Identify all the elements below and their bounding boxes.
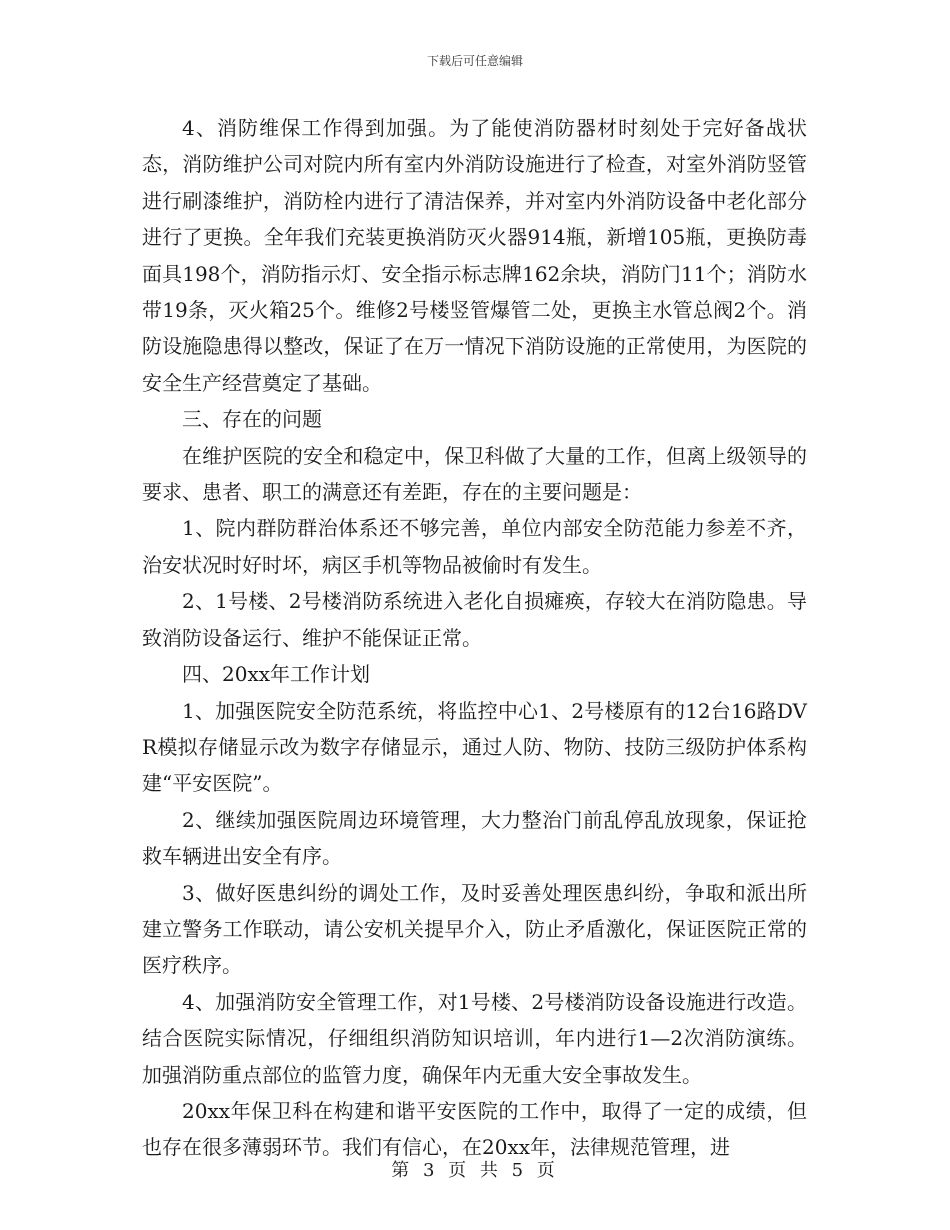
paragraph-plan-3: 3、做好医患纠纷的调处工作，及时妥善处理医患纠纷，争取和派出所建立警务工作联动，请公安机关提早介入，防止矛盾激化，保证医院正常的医疗秩序。 — [142, 880, 807, 978]
paragraph-plan-2: 2、继续加强医院周边环境管理，大力整治门前乱停乱放现象，保证抢救车辆进出安全有序。 — [142, 807, 807, 869]
paragraph-plan-4: 4、加强消防安全管理工作，对1号楼、2号楼消防设备设施进行改造。结合医院实际情况，仔细组织消防知识培训，年内进行1—2次消防演练。加强消防重点部位的监管力度，确保年内无重大安全事故发生。 — [142, 989, 807, 1087]
page-header: 下载后可任意编辑 — [426, 54, 523, 68]
paragraph-plan-1: 1、加强医院安全防范系统，将监控中心1、2号楼原有的12台16路DVR模拟存储显示改为数字存储显示，通过人防、物防、技防三级防护体系构建“平安医院”。 — [142, 698, 807, 796]
document-body — [142, 110, 807, 1166]
page-number: 第 3 页 共 5 页 — [391, 1160, 559, 1181]
paragraph-problem-1: 1、院内群防群治体系还不够完善，单位内部安全防范能力参差不齐，治安状况时好时坏，病区手机等物品被偷时有发生。 — [142, 516, 807, 577]
paragraph-fire-maintenance: 4、消防维保工作得到加强。为了能使消防器材时刻处于完好备战状态，消防维护公司对院内所有室内外消防设施进行了检查，对室外消防竖管进行刷漆维护，消防栓内进行了清洁保养，并对室内外消防设备中老化部分进行了更换。全年我们充装更换消防灭火器914瓶，新增105瓶，更换防毒面具198个，消防指示灯、安全指示标志牌162余块，消防门11个；消防水带19条，灭火箱25个。维修2号楼竖管爆管二处，更换主水管总阀2个。消防设施隐患得以整改，保证了在万一情况下消防设施的正常使用，为医院的安全生产经营奠定了基础。 — [142, 116, 807, 395]
section-heading-plan: 四、20xx年工作计划 — [182, 662, 371, 687]
paragraph-conclusion: 20xx年保卫科在构建和谐平安医院的工作中，取得了一定的成绩，但也存在很多薄弱环节。我们有信心，在20xx年，法律规范管理，进 — [142, 1098, 807, 1160]
section-heading-problems: 三、存在的问题 — [182, 407, 322, 432]
paragraph-problem-2: 2、1号楼、2号楼消防系统进入老化自损瘫痪，存较大在消防隐患。导致消防设备运行、维护不能保证正常。 — [142, 589, 807, 650]
paragraph-problems-intro: 在维护医院的安全和稳定中，保卫科做了大量的工作，但离上级领导的要求、患者、职工的满意还有差距，存在的主要问题是： — [142, 443, 807, 505]
